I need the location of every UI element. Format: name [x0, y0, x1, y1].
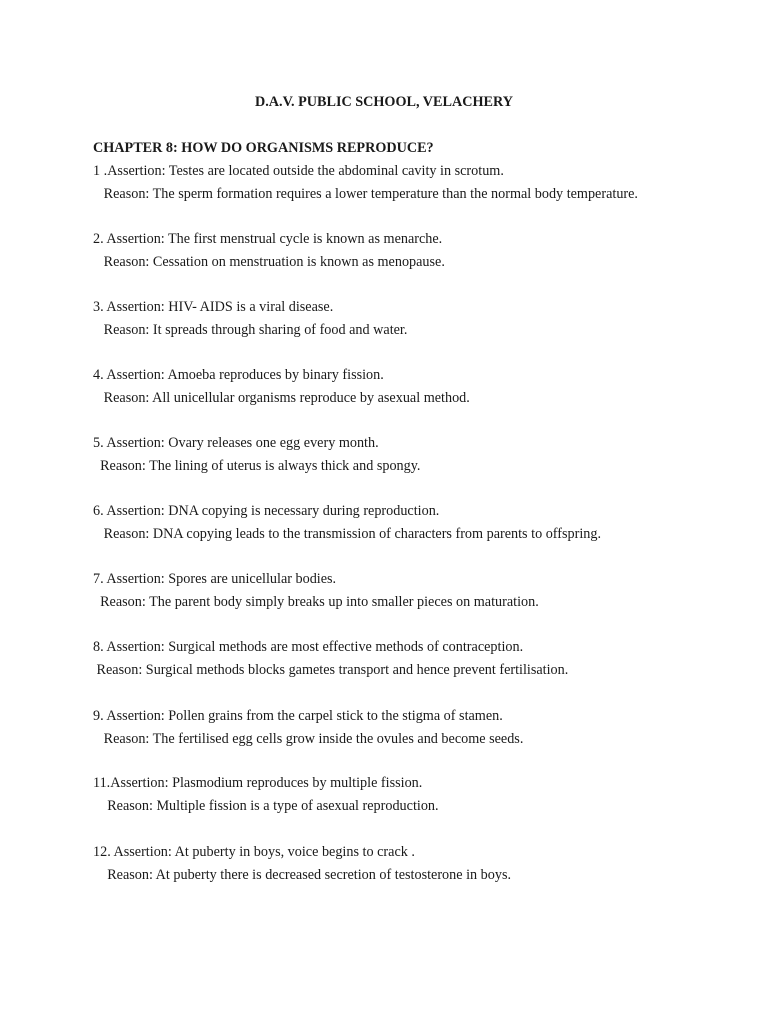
assertion-3: 3. Assertion: HIV- AIDS is a viral disease. [93, 299, 334, 315]
reason-11: Reason: Multiple fission is a type of asexual reproduction. [93, 798, 439, 814]
chapter-title: CHAPTER 8: HOW DO ORGANISMS REPRODUCE? [93, 140, 434, 156]
reason-5: Reason: The lining of uterus is always thick and spongy. [93, 458, 421, 474]
reason-9: Reason: The fertilised egg cells grow inside the ovules and become seeds. [93, 731, 524, 747]
assertion-12: 12. Assertion: At puberty in boys, voice begins to crack . [93, 844, 415, 860]
assertion-7: 7. Assertion: Spores are unicellular bodies. [93, 571, 337, 587]
reason-12: Reason: At puberty there is decreased secretion of testosterone in boys. [93, 867, 512, 883]
school-name: D.A.V. PUBLIC SCHOOL, VELACHERY [255, 94, 513, 110]
assertion-2: 2. Assertion: The first menstrual cycle is known as menarche. [93, 231, 443, 247]
reason-6: Reason: DNA copying leads to the transmission of characters from parents to offspring. [93, 526, 602, 542]
assertion-1: 1 .Assertion: Testes are located outside the abdominal cavity in scrotum. [93, 163, 504, 179]
assertion-6: 6. Assertion: DNA copying is necessary during reproduction. [93, 503, 440, 519]
reason-3: Reason: It spreads through sharing of food and water. [93, 322, 408, 338]
reason-2: Reason: Cessation on menstruation is known as menopause. [93, 254, 445, 270]
assertion-8: 8. Assertion: Surgical methods are most effective methods of contraception. [93, 639, 524, 655]
assertion-5: 5. Assertion: Ovary releases one egg every month. [93, 435, 379, 451]
assertion-11: 11.Assertion: Plasmodium reproduces by multiple fission. [93, 775, 423, 791]
reason-1: Reason: The sperm formation requires a lower temperature than the normal body temperature. [93, 186, 638, 202]
reason-4: Reason: All unicellular organisms reproduce by asexual method. [93, 390, 470, 406]
assertion-9: 9. Assertion: Pollen grains from the carpel stick to the stigma of stamen. [93, 708, 503, 724]
reason-7: Reason: The parent body simply breaks up into smaller pieces on maturation. [93, 594, 539, 610]
reason-8: Reason: Surgical methods blocks gametes transport and hence prevent fertilisation. [93, 662, 569, 678]
assertion-4: 4. Assertion: Amoeba reproduces by binary fission. [93, 367, 384, 383]
